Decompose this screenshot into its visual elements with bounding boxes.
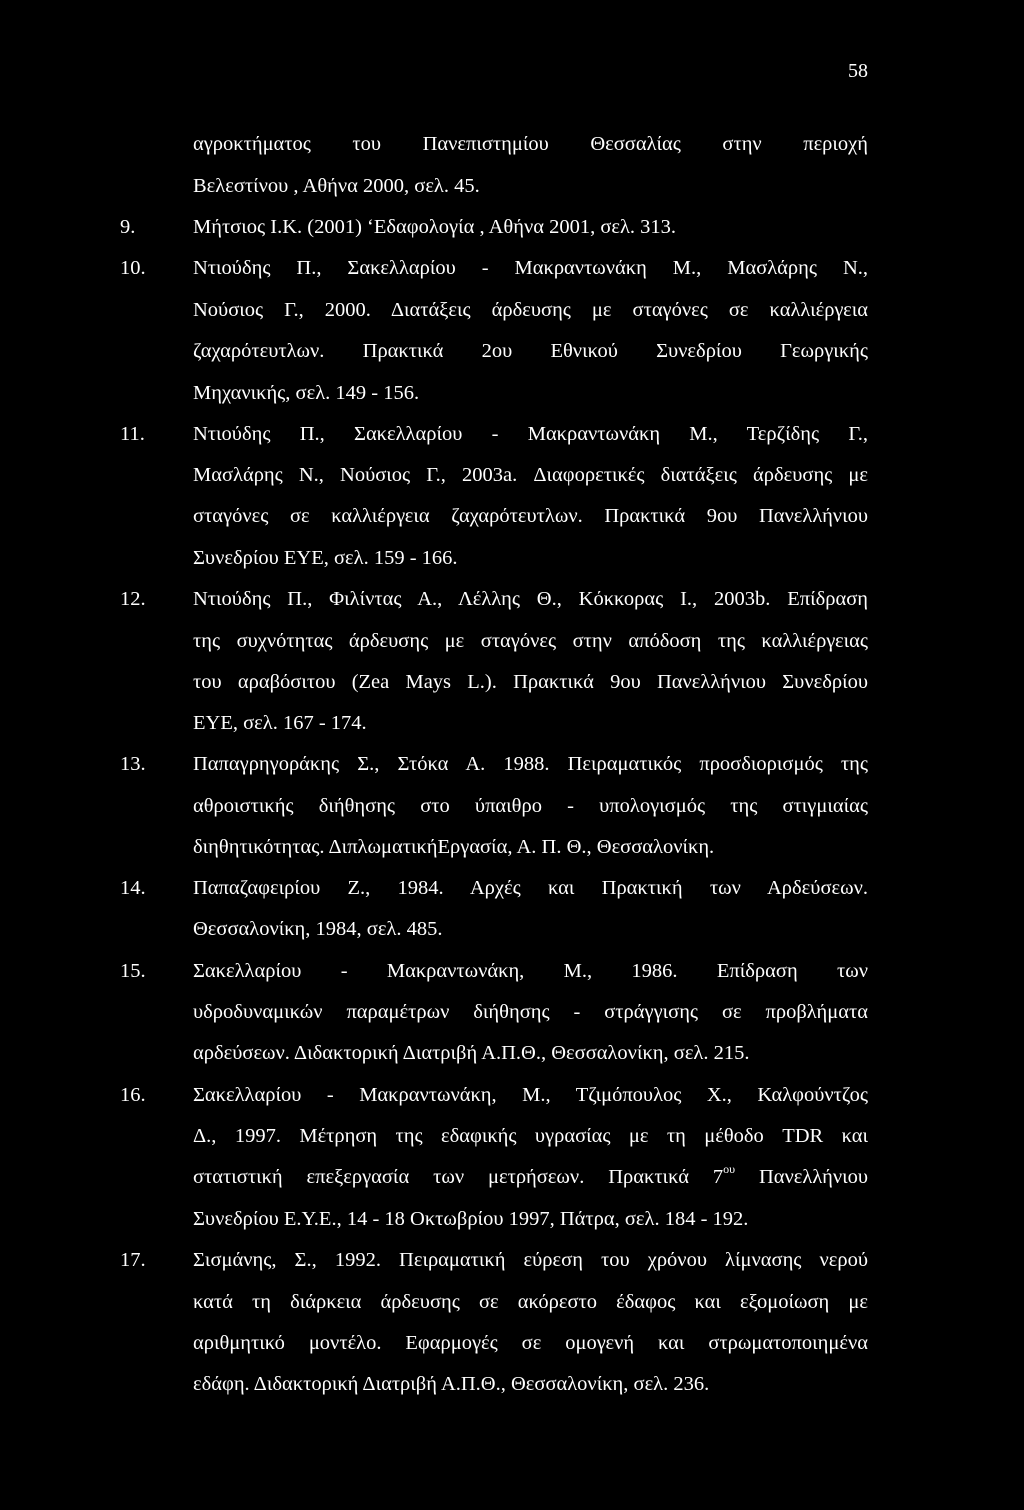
reference-number: 10.	[120, 257, 146, 279]
reference-line: Δ., 1997. Μέτρηση της εδαφικής υγρασίας με τη μέθοδο TDR και	[193, 1125, 868, 1147]
reference-line: Σισμάνης, Σ., 1992. Πειραματική εύρεση του χρόνου λίμνασης νερού	[193, 1249, 868, 1271]
ordinal-superscript: ου	[723, 1163, 736, 1177]
reference-line: Ντιούδης Π., Φιλίντας Α., Λέλλης Θ., Κόκκορας Ι., 2003b. Επίδραση	[193, 588, 868, 610]
reference-line: Συνεδρίου Ε.Υ.Ε., 14 - 18 Οκτωβρίου 1997, Πάτρα, σελ. 184 - 192.	[193, 1208, 749, 1230]
reference-line: διηθητικότητας. ΔιπλωματικήΕργασία, Α. Π. Θ., Θεσσαλονίκη.	[193, 836, 715, 858]
reference-line: Ντιούδης Π., Σακελλαρίου - Μακραντωνάκη Μ., Τερζίδης Γ.,	[193, 423, 868, 445]
reference-line: Συνεδρίου ΕΥΕ, σελ. 159 - 166.	[193, 547, 458, 569]
reference-number: 17.	[120, 1249, 146, 1271]
reference-line: ΕΥΕ, σελ. 167 - 174.	[193, 712, 367, 734]
reference-number: 11.	[120, 423, 145, 445]
reference-line: της συχνότητας άρδευσης με σταγόνες στην απόδοση της καλλιέργειας	[193, 630, 868, 652]
reference-line: Μηχανικής, σελ. 149 - 156.	[193, 382, 420, 404]
reference-line: Βελεστίνου , Αθήνα 2000, σελ. 45.	[193, 175, 480, 197]
reference-line: Ντιούδης Π., Σακελλαρίου - Μακραντωνάκη Μ., Μασλάρης Ν.,	[193, 257, 868, 279]
reference-number: 16.	[120, 1084, 146, 1106]
reference-text: στατιστική επεξεργασία των μετρήσεων. Πρακτικά 7	[193, 1166, 724, 1188]
reference-line: εδάφη. Διδακτορική Διατριβή Α.Π.Θ., Θεσσαλονίκη, σελ. 236.	[193, 1373, 710, 1395]
reference-line: Σακελλαρίου - Μακραντωνάκη, Μ., Τζιμόπουλος Χ., Καλφούντζος	[193, 1084, 868, 1106]
reference-text: Πανελλήνιου	[735, 1166, 868, 1188]
page-number: 58	[848, 60, 868, 82]
reference-line: Παπαγρηγοράκης Σ., Στόκα Α. 1988. Πειραματικός προσδιορισμός της	[193, 753, 868, 775]
reference-line	[193, 1163, 868, 1191]
reference-line: Σακελλαρίου - Μακραντωνάκη, Μ., 1986. Επίδραση των	[193, 960, 868, 982]
reference-number: 13.	[120, 753, 146, 775]
reference-line: Νούσιος Γ., 2000. Διατάξεις άρδευσης με σταγόνες σε καλλιέργεια	[193, 299, 868, 321]
reference-line: αρδεύσεων. Διδακτορική Διατριβή Α.Π.Θ., Θεσσαλονίκη, σελ. 215.	[193, 1042, 750, 1064]
reference-line: σταγόνες σε καλλιέργεια ζαχαρότευτλων. Πρακτικά 9ου Πανελλήνιου	[193, 505, 868, 527]
reference-line: Μασλάρης Ν., Νούσιος Γ., 2003a. Διαφορετικές διατάξεις άρδευσης με	[193, 464, 868, 486]
reference-line: ζαχαρότευτλων. Πρακτικά 2ου Εθνικού Συνεδρίου Γεωργικής	[193, 340, 868, 362]
reference-line: Θεσσαλονίκη, 1984, σελ. 485.	[193, 918, 443, 940]
reference-line: αριθμητικό μοντέλο. Εφαρμογές σε ομογενή και στρωματοποιημένα	[193, 1332, 868, 1354]
reference-line: υδροδυναμικών παραμέτρων διήθησης - στράγγισης σε προβλήματα	[193, 1001, 868, 1023]
reference-number: 12.	[120, 588, 146, 610]
reference-line: αθροιστικής διήθησης στο ύπαιθρο - υπολογισμός της στιγμιαίας	[193, 795, 868, 817]
reference-number: 14.	[120, 877, 146, 899]
reference-line: Παπαζαφειρίου Ζ., 1984. Αρχές και Πρακτική των Αρδεύσεων.	[193, 877, 868, 899]
reference-line: κατά τη διάρκεια άρδευσης σε ακόρεστο έδαφος και εξομοίωση με	[193, 1291, 868, 1313]
reference-line: του αραβόσιτου (Zea Mays L.). Πρακτικά 9ου Πανελλήνιου Συνεδρίου	[193, 671, 868, 693]
reference-line: αγροκτήματος του Πανεπιστημίου Θεσσαλίας στην περιοχή	[193, 133, 868, 155]
reference-number: 9.	[120, 216, 136, 238]
reference-line: Μήτσιος Ι.Κ. (2001) ‘Εδαφολογία , Αθήνα 2001, σελ. 313.	[193, 216, 677, 238]
reference-number: 15.	[120, 960, 146, 982]
